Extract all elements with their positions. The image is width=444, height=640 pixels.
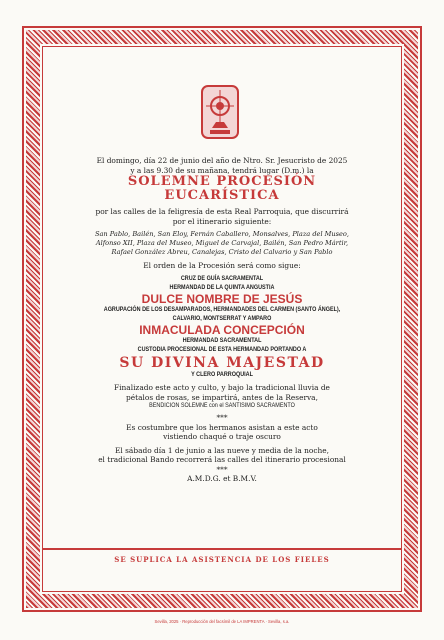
title-line-2: EUCARÍSTICA: [164, 188, 280, 204]
order-cross: CRUZ DE GUÍA SACRAMENTAL: [180, 274, 264, 282]
intro-line-2: y a las 9.30 de su mañana, tendrá lugar (D.m.) la: [130, 165, 314, 175]
route-intro-line-2: por el itinerario siguiente:: [172, 216, 272, 226]
separator-2: ***: [216, 464, 228, 474]
route-intro-line-1: por las calles de la feligresía de esta Real Parroquia, que discurrirá: [95, 207, 349, 217]
route-line-1: San Pablo, Bailén, San Eloy, Fernán Caballero, Monsalves, Plaza del Museo,: [94, 230, 349, 239]
footer-band: [44, 549, 400, 563]
poster-content: [52, 156, 392, 484]
order-clergy: Y CLERO PARROQUIAL: [191, 370, 253, 378]
closing-line-2: pétalos de rosas, se impartirá, antes de la Reserva,: [126, 392, 318, 402]
closing-line-1: Finalizado este acto y culto, y bajo la tradicional lluvia de: [114, 383, 330, 393]
closing-line-3: BENDICIÓN SOLEMNE con el SANTÍSIMO SACRAMENTO: [149, 402, 295, 410]
order-groups-line-1: AGRUPACIÓN DE LOS DESAMPARADOS, HERMANDADES DEL CARMEN (SANTO ÁNGEL),: [103, 306, 341, 314]
custom-line-1: Es costumbre que los hermanos asistan a este acto: [126, 422, 318, 432]
order-inmaculada: INMACULADA CONCEPCIÓN: [139, 323, 305, 338]
intro-line-1: El domingo, día 22 de junio del año de Ntro. Sr. Jesucristo de 2025: [96, 156, 348, 165]
order-custodia: CUSTODIA PROCESIONAL DE ESTA HERMANDAD PORTANDO A: [137, 345, 307, 353]
monstrance-emblem-icon: [200, 84, 240, 140]
route-line-2: Alfonso XII, Plaza del Museo, Miguel de Carvajal, Bailén, San Pedro Mártir,: [95, 239, 349, 248]
amdg: A.M.D.G. et B.M.V.: [187, 474, 257, 484]
title-line-1: SOLEMNE PROCESIÓN: [127, 174, 317, 190]
footer-text: SE SUPLICA LA ASISTENCIA DE LOS FIELES: [114, 555, 330, 564]
order-brotherhood-1: HERMANDAD DE LA QUINTA ANGUSTIA: [169, 283, 275, 291]
order-divina-majestad: SU DIVINA MAJESTAD: [119, 354, 325, 371]
imprint-line: Sevilla, 2025 · Reproducción del facsímil de LA IMPRENTA · Sevilla, s.a.: [154, 619, 290, 624]
order-dulce-nombre: DULCE NOMBRE DE JESÚS: [141, 292, 303, 307]
saturday-line-1: El sábado día 1 de junio a las nueve y media de la noche,: [115, 445, 329, 455]
order-intro: El orden de la Procesión será como sigue:: [143, 261, 301, 271]
separator-1: ***: [216, 412, 228, 422]
saturday-line-2: el tradicional Bando recorrerá las calles del itinerario procesional: [98, 455, 346, 465]
order-groups-line-2: CALVARIO, MONTSERRAT Y AMPARO: [172, 314, 272, 322]
custom-line-2: vistiendo chaqué o traje oscuro: [163, 432, 281, 442]
order-brotherhood-2: HERMANDAD SACRAMENTAL: [182, 337, 262, 345]
route-line-3: Rafael González Abreu, Canalejas, Cristo del Calvario y San Pablo: [111, 248, 333, 257]
